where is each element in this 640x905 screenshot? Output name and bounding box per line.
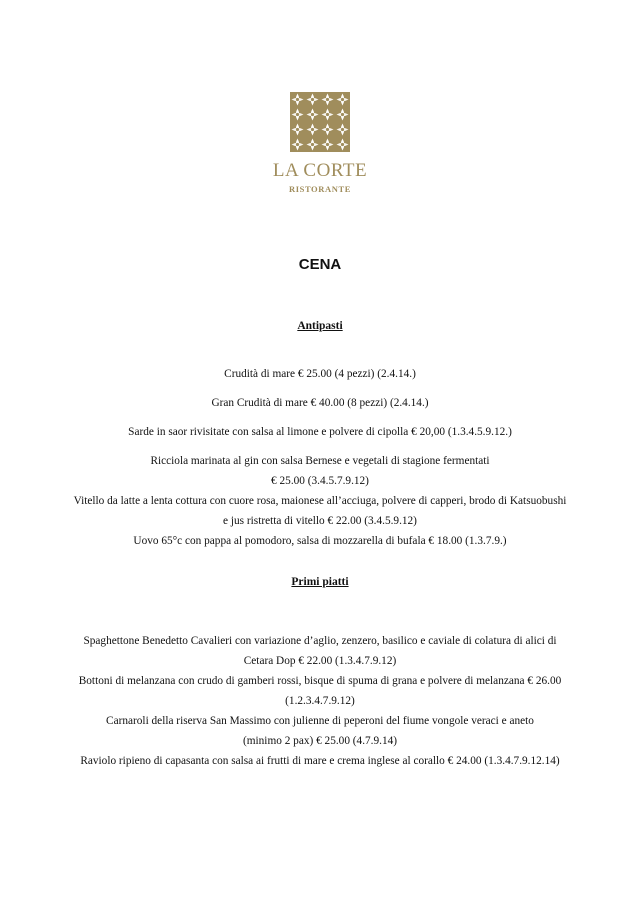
menu-line: Uovo 65°c con pappa al pomodoro, salsa di mozzarella di bufala € 18.00 (1.3.7.9.)	[133, 535, 507, 547]
section-heading-primi: Primi piatti	[291, 576, 349, 588]
menu-line: e jus ristretta di vitello € 22.00 (3.4.5.9.12)	[223, 515, 417, 527]
restaurant-logo	[270, 90, 370, 200]
menu-line: Gran Crudità di mare € 40.00 (8 pezzi) (2.4.14.)	[211, 397, 429, 409]
menu-line: Crudità di mare € 25.00 (4 pezzi) (2.4.14.)	[224, 368, 416, 380]
logo-pattern-icon	[290, 92, 350, 152]
logo-name: LA CORTE	[272, 160, 368, 181]
menu-line: Bottoni di melanzana con crudo di gamberi rossi, bisque di spuma di grana e polvere di melanzana € 26.00	[78, 675, 562, 687]
menu-title: CENA	[298, 256, 342, 273]
menu-line: Spaghettone Benedetto Cavalieri con variazione d’aglio, zenzero, basilico e caviale di colatura di alici di	[83, 635, 557, 647]
menu-line: € 25.00 (3.4.5.7.9.12)	[271, 475, 369, 487]
menu-line: Vitello da latte a lenta cottura con cuore rosa, maionese all’acciuga, polvere di capperi, brodo di Katsuobushi	[73, 495, 567, 507]
menu-line: Cetara Dop € 22.00 (1.3.4.7.9.12)	[243, 655, 397, 667]
menu-line: Ricciola marinata al gin con salsa Bernese e vegetali di stagione fermentati	[150, 455, 490, 467]
logo-subtitle: RISTORANTE	[288, 184, 352, 194]
section-heading-antipasti: Antipasti	[297, 320, 343, 332]
menu-line: (minimo 2 pax) € 25.00 (4.7.9.14)	[242, 735, 398, 747]
menu-line: Sarde in saor rivisitate con salsa al limone e polvere di cipolla € 20,00 (1.3.4.5.9.12.)	[128, 426, 512, 438]
menu-line: Carnaroli della riserva San Massimo con julienne di peperoni del fiume vongole veraci e aneto	[106, 715, 534, 727]
menu-line: (1.2.3.4.7.9.12)	[285, 695, 355, 707]
menu-line: Raviolo ripieno di capasanta con salsa ai frutti di mare e crema inglese al corallo € 24.00 (1.3.4.7.9.12.14)	[80, 755, 560, 767]
